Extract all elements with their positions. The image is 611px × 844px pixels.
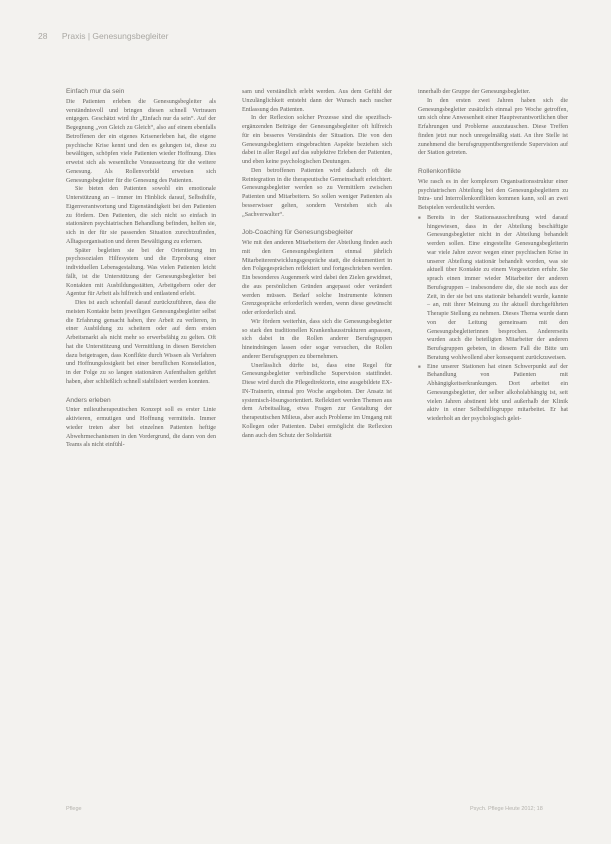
paragraph: Dies ist auch schonfall darauf zurückzuführen, dass die meisten Kontakte beim jeweiligen Genesungsbegleiter selbst die Erfahrung gemacht haben, ihre Arbeit zu verlieren, in einer Ausbildung zu scheitern oder auf dem ersten Arbeitsmarkt als nicht mehr so erwerbsfähig zu gelten. Oft hat die Unterstützung und Vermittlung in diesen Bereichen dazu beigetragen, dass Konflikte durch Wissen als Verfahren und Hoffnungslosigkeit bei einer beruflichen Konstellation, in der Folge zu so langen stationären Aufenthalten geführt haben, aber schließlich schnell stabilisiert werden konnten. xyxy=(66,300,216,385)
paragraph: innerhalb der Gruppe der Genesungsbegleiter. xyxy=(418,89,531,95)
paragraph: Unerlässlich dürfte ist, dass eine Regel für Genesungsbegleiter verbindliche Supervision stattfindet. Diese wird durch die Pflegedirektorin, eine ausgebildete EX-IN-Trainerin, einmal pro Woche angeboten. Der Ansatz ist systemisch-lösungsorientiert. Reflektiert werden Themen aus dem Arbeitsalltag, etwa Fragen zur Gestaltung der therapeutischen Milieus, aber auch Probleme im Umgang mit Kollegen oder Patienten. Dabei ermöglicht die Reflexion dann auch den Schutz der Solidarität xyxy=(242,362,392,439)
paragraph: In der Reflexion solcher Prozesse sind die spezifisch-ergänzenden Beiträge der Genesungsbegleiter oft hilfreich für ein besseres Verständnis der Situation. Die von den Genesungsbegleitern eingebrachten Aspekte beziehen sich dabei in aller Regel auf das subjektive Erleben der Patienten, und eben keine psychologischen Deutungen. xyxy=(242,115,392,165)
section-heading: Anders erleben xyxy=(66,396,111,404)
list-item: ■ Eine unserer Stationen hat einen Schwerpunkt auf der Behandlung von Patienten mit Abhängigkeitserkrankungen. Dort arbeitet ein Genesungsbegleiter, der selber alkoholabhängig ist, seit vielen Jahren abstinent lebt und außerhalb der Klinik aktiv in einer Selbsthilfegruppe mitarbeitet. Er hat wiederholt an der psychologisch gelei- xyxy=(418,363,568,424)
text-column-2 xyxy=(242,88,392,778)
section-heading: Job-Coaching für Genesungsbegleiter xyxy=(242,229,354,237)
paragraph: Wie rasch es in der komplexen Organisationsstruktur einer psychiatrischen Abteilung bei den Genesungsbegleitern zu Intra- und Interrollenkonflikten kommen kann, soll an zwei Beispielen verdeutlicht werden. xyxy=(418,178,568,211)
bullet-list xyxy=(418,214,568,424)
section-heading: Einfach mur da sein xyxy=(66,88,125,95)
paragraph: Später begleiten sie bei der Orientierung im psychosozialen Hilfesystem und die Erprobung einer individuellen Lebensgestaltung. Was vielen Patienten leicht fällt, ist die Unterstützung der Genesungsbegleiter bei Kontakten mit Ausbildungsstätten, Arbeitgebern oder der Agentur für Arbeit als hilfreich und entlastend erlebt. xyxy=(66,247,216,298)
running-header xyxy=(38,31,598,41)
paragraph: Wie mit den anderen Mitarbeitern der Abteilung finden auch mit den Genesungsbegleitern einmal jährlich Mitarbeiterentwicklungsgespräche statt, die dokumentiert in den Folgegesprächen reflektiert und fortgeschrieben werden. Ein besonderes Augenmerk wird dabei den Zielen gewidmet, die aus persönlichen Gründen angepasst oder verändert werden müssen. Bedarf solche Instrumente können Grenzgespräche erforderlich werden, wenn diese gewünscht oder erforderlich sind. xyxy=(242,240,392,316)
paragraph: In den ersten zwei Jahren haben sich die Genesungsbegleiter zusätzlich einmal pro Woche getroffen, um sich ohne Anwesenheit einer Hauptverantwortlichen über Erfahrungen und Probleme auszutauschen. Diese Treffen finden jetzt nur noch unregelmäßig statt. An ihre Stelle ist zunehmend die berufsgruppenübergreifende Supervision auf der Station getreten. xyxy=(418,97,568,157)
footer-left: Pflege xyxy=(66,806,82,812)
section-heading: Rollenkonflikte xyxy=(418,168,461,175)
paragraph: Wir fördern weiterhin, dass sich die Genesungsbegleiter so stark den traditionellen Krankenhausstrukturen anpassen, sich dabei in die Rollen anderer Berufsgruppen hineindrängen lassen oder sogar versuchen, die Rollen anderer Berufsgruppen zu übernehmen. xyxy=(242,318,392,360)
text-column-1 xyxy=(66,88,216,778)
paragraph: Die Patienten erleben die Genesungsbegleiter als verständnisvoll und bringen diesen schnell Vertrauen entgegen. Geschätzt wird ihr „Einfach nur da sein“. Auf der Begegnung „von Gleich zu Gleich“, also auf einem ebenfalls Betroffenen der ein eigenes Krisenerleben hat, die eigene psychische Krise kennt und den es gelungen ist, diese zu bewältigen, schöpfen viele Patienten wieder Hoffnung. Dies erweist sich als wesentliche Voraussetzung für die weitere Genesung. Als Rollenvorbild erweisen sich Genesungsbegleiter für die Genesung des Patienten. xyxy=(66,98,216,184)
paragraph: Sie bieten den Patienten sowohl ein emotionale Unterstützung an – immer im Hinblick darauf, Selbsthilfe, Eigenverantwortung und Eigenständigkeit bei den Patienten zu fördern. Den Patienten, die sich nicht so einfach in stationären psychiatrischen Behandlung befinden, helfen sie, sich in der für sie passenden Situation zurechtzufinden, Alltagsorganisation und deren Bewältigung zu erlernen. xyxy=(66,186,216,245)
page-number: 28 xyxy=(38,31,48,41)
list-item: ■ Bereits in der Stationsausschreibung wird darauf hingewiesen, dass in der Abteilung beschäftigte Genesungsbegleiter nicht in der Abteilung behandelt werden sollen. Eine eingestellte Genesungsbegleiterin war viele Jahre zuvor wegen einer psychischen Krise in unserer Abteilung stationär behandelt worden, was sie aktuell über Kontakte zu einem Vorgesetzten erfuhr. Sie sprach einen immer wieder Mitarbeiter der anderen Berufsgruppen – insbesondere die, die sie noch aus der Zeit, in der sie bei uns stationär behandelt wurde, kannte – an, mit ihrer Meinung zu ihr aktuell durchgeführten Therapie Stellung zu nehmen. Dieses Thema wurde dann von der Leitung gemeinsam mit den Genesungsbegleiterinnen besprochen. Andererseits wurden auch die beteiligten Mitarbeiter der anderen Berufsgruppen gebeten, in diesem Fall die Bitte um Beratung wohlwollend aber konsequent zurückzuweisen. xyxy=(418,214,568,363)
paragraph: Unter milieutherapeutischen Konzept soll es erster Linie aktivieren, ermutigen und Hoffnung vermitteln. Immer wieder treten aber bei einzelnen Patienten heftige Abwehrmechanismen in den Vordergrund, die dann von den Teams als nicht einfühl- xyxy=(66,407,216,449)
paragraph: Den betroffenen Patienten wird dadurch oft die Reintegration in die therapeutische Gemeinschaft erleichtert. Genesungsbegleiter werden so zu Vermittlern zwischen Patienten und Mitarbeitern. So sollen weniger Patienten als besserwisser gelten, sondern Verstehen sich als „Sachverwalter“. xyxy=(242,167,392,218)
running-title: Praxis | Genesungsbegleiter xyxy=(61,31,169,41)
paragraph: sam und verständlich erlebt werden. Aus dem Gefühl der Unzulänglichkeit entsteht dann der Wunsch nach rascher Entlassung des Patienten. xyxy=(242,89,392,113)
footer-right: Psych. Pflege Heute 2012; 18 xyxy=(470,806,543,812)
text-column-3 xyxy=(418,88,568,778)
